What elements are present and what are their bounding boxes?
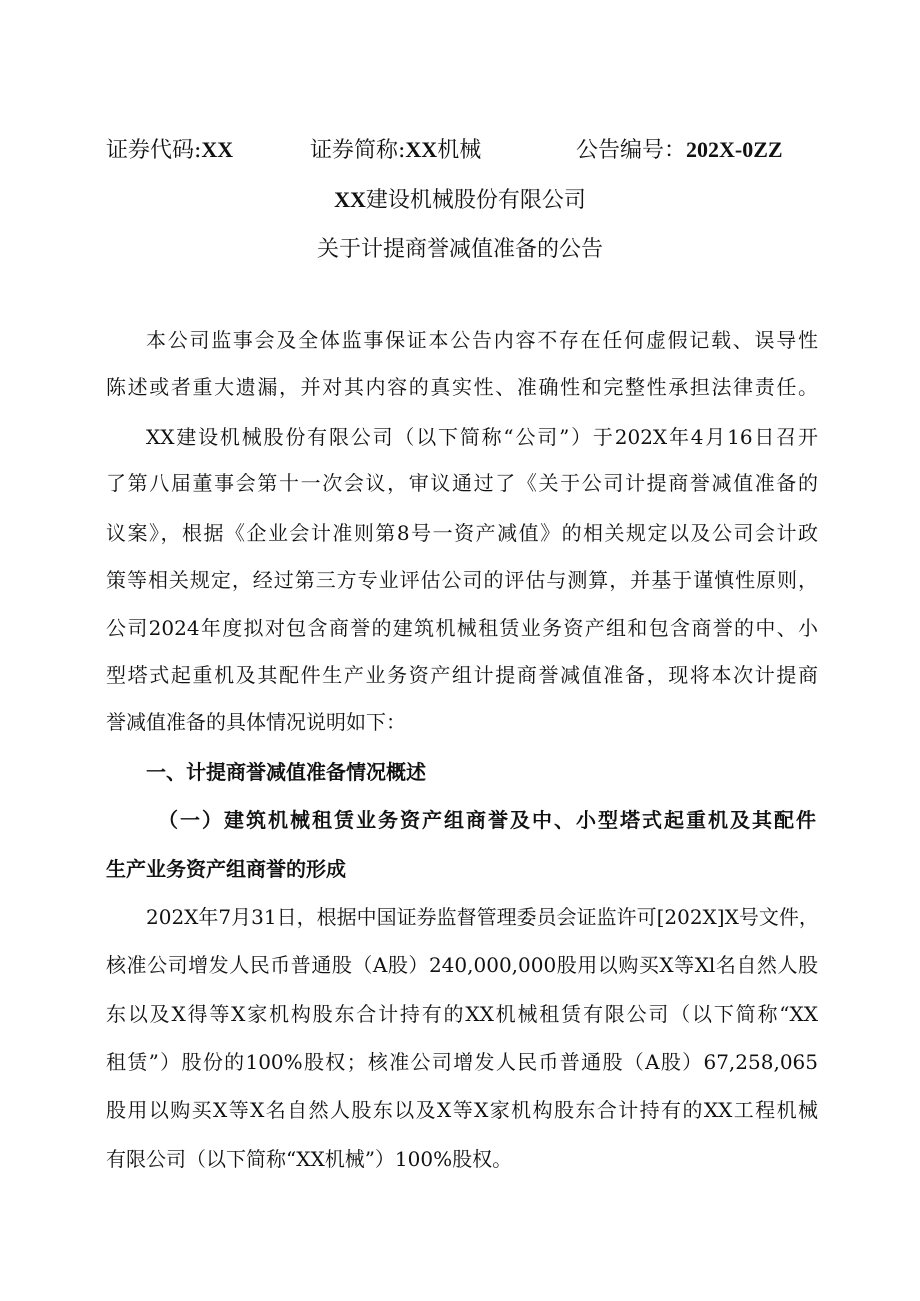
paragraph-line: 东以及X得等X家机构股东合计持有的XX机械租赁有限公司（以下简称“XX bbox=[106, 1002, 818, 1026]
stock-abbreviation-value: XX bbox=[405, 137, 438, 162]
paragraph-line: 议案》，根据《企业会计准则第8号一资产减值》的相关规定以及公司会计政 bbox=[106, 521, 818, 545]
paragraph-line: 股用以购买X等X名自然人股东以及X等X家机构股东合计持有的XX工程机械 bbox=[106, 1098, 818, 1122]
subsection-heading: 生产业务资产组商誉的形成 bbox=[106, 857, 346, 881]
paragraph-line: XX建设机械股份有限公司（以下简称“公司”）于202X年4月16日召开 bbox=[146, 425, 818, 449]
paragraph-line: 陈述或者重大遗漏，并对其内容的真实性、准确性和完整性承担法律责任。 bbox=[106, 375, 818, 399]
announcement-number-label: 公告编号： bbox=[576, 138, 687, 163]
paragraph-line: 有限公司（以下简称“XX机械”）100%股权。 bbox=[106, 1147, 513, 1171]
paragraph-line: 策等相关规定，经过第三方专业评估公司的评估与测算，并基于谨慎性原则， bbox=[106, 568, 818, 592]
company-name-prefix: XX bbox=[334, 187, 366, 212]
company-name-text: 建设机械股份有限公司 bbox=[365, 188, 586, 213]
announcement-title: 关于计提商誉减值准备的公告 bbox=[316, 237, 603, 262]
company-name bbox=[0, 183, 920, 218]
paragraph-line: 誉减值准备的具体情况说明如下： bbox=[106, 710, 406, 734]
document-header bbox=[106, 133, 826, 167]
paragraph-line: 本公司监事会及全体监事保证本公告内容不存在任何虚假记载、误导性 bbox=[146, 328, 818, 352]
stock-code bbox=[106, 133, 233, 168]
stock-abbreviation-label: 证券简称: bbox=[310, 138, 406, 163]
subsection-heading: （一）建筑机械租赁业务资产组商誉及中、小型塔式起重机及其配件 bbox=[158, 808, 816, 832]
paragraph-line: 202X年7月31日，根据中国证券监督管理委员会证监许可[202X]X号文件， bbox=[146, 905, 819, 929]
section-heading: 一、计提商誉减值准备情况概述 bbox=[146, 760, 426, 784]
paragraph-line: 核准公司增发人民币普通股（A股）240,000,000股用以购买X等Xl名自然人股 bbox=[106, 953, 818, 977]
stock-code-value: XX bbox=[201, 137, 234, 162]
paragraph-line: 型塔式起重机及其配件生产业务资产组计提商誉减值准备，现将本次计提商 bbox=[106, 663, 818, 687]
paragraph-line: 租赁”）股份的100%股权；核准公司增发人民币普通股（A股）67,258,065 bbox=[106, 1050, 818, 1074]
announcement-number-value: 202X-0ZZ bbox=[686, 137, 783, 162]
stock-abbreviation bbox=[310, 133, 481, 168]
stock-code-label: 证券代码: bbox=[106, 138, 202, 163]
paragraph-line: 公司2024年度拟对包含商誉的建筑机械租赁业务资产组和包含商誉的中、小 bbox=[106, 616, 818, 640]
announcement-number bbox=[576, 133, 783, 168]
stock-abbreviation-suffix: 机械 bbox=[437, 138, 482, 163]
paragraph-line: 了第八届董事会第十一次会议，审议通过了《关于公司计提商誉减值准备的 bbox=[106, 471, 818, 495]
